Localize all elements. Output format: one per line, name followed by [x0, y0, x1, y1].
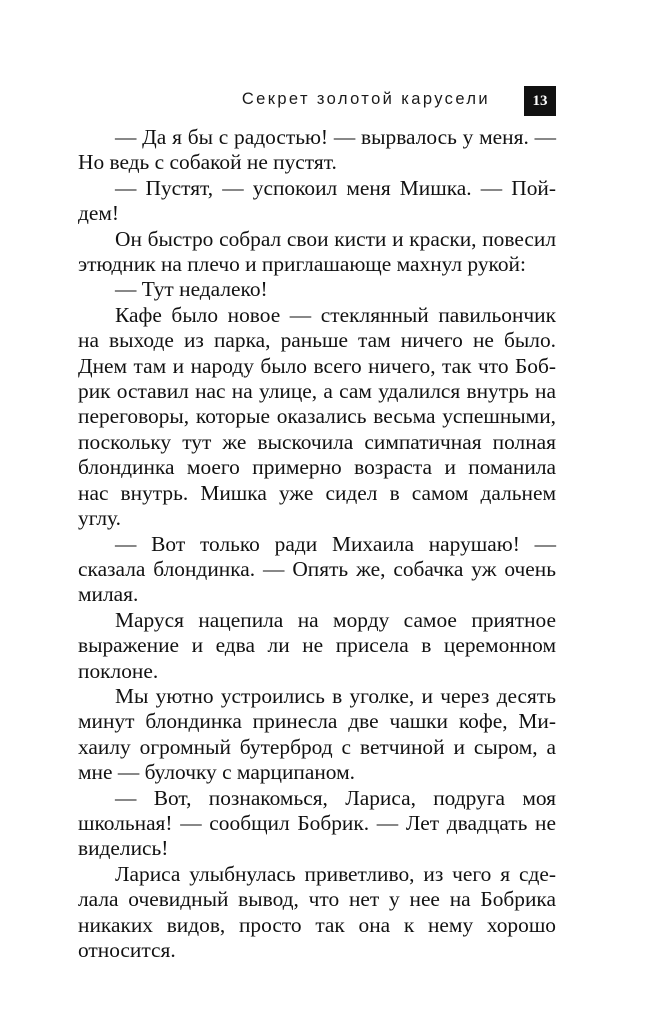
paragraph: Кафе было новое — стеклянный павильончик на выходе из парка, раньше там ничего не было. Днем там и народу было всего ничего, так что Бобрик оставил нас на улице, а сам удалился внутрь на переговоры, которые оказались весьма успешными, поскольку тут же выскочила симпатичная полная блондинка моего примерно возраста и поманила нас внутрь. Мишка уже сидел в самом дальнем углу. [78, 302, 556, 531]
paragraph: Лариса улыбнулась приветливо, из чего я сделала очевидный вывод, что нет у нее на Бобрика никаких видов, просто так она к нему хорошо относится. [78, 861, 556, 962]
page-header [78, 86, 556, 116]
running-title: Секрет золотой карусели [241, 90, 490, 108]
paragraph: — Да я бы с радостью! — вырвалось у меня. — Но ведь с собакой не пустят. [78, 125, 556, 175]
paragraph: — Вот, познакомься, Лариса, подруга моя школьная! — сообщил Бобрик. — Лет двадцать не виделись! [78, 785, 556, 861]
paragraph: Маруся нацепила на морду самое приятное выражение и едва ли не присела в церемонном поклоне. [78, 607, 556, 683]
paragraph: — Тут недалеко! [115, 277, 268, 302]
body-text [78, 125, 556, 963]
page-number: 13 [524, 86, 556, 116]
paragraph: Он быстро собрал свои кисти и краски, повесил этюдник на плечо и приглашающе махнул рукой: [78, 226, 556, 277]
paragraph: — Вот только ради Михаила нарушаю! — сказала блондинка. — Опять же, собачка уж очень милая. [78, 531, 556, 607]
paragraph: Мы уютно устроились в уголке, и через десять минут блондинка принесла две чашки кофе, Михаилу огромный бутерброд с ветчиной и сыром, а мне — булочку с марципаном. [78, 683, 556, 785]
paragraph: — Пустят, — успокоил меня Мишка. — Пойдем! [78, 175, 556, 226]
